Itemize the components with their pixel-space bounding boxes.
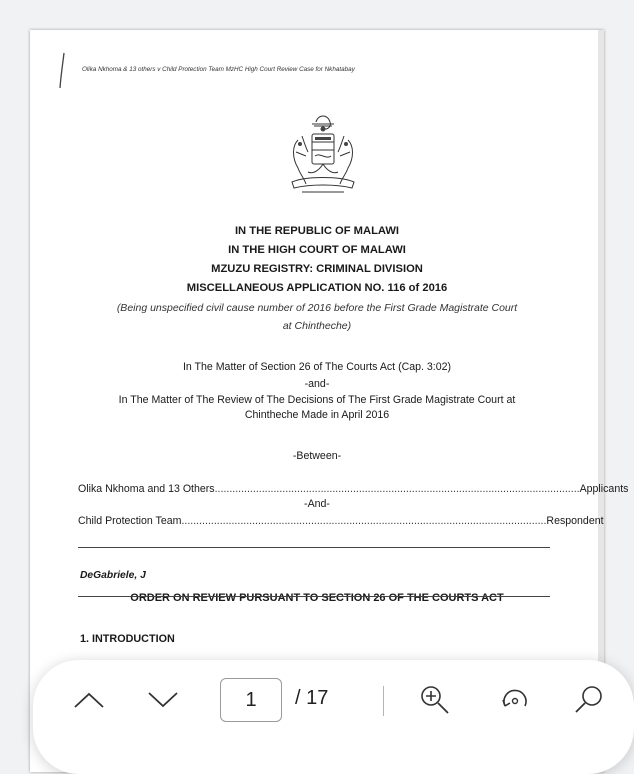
between-separator: -Between- — [292, 450, 342, 462]
divider-bottom — [78, 596, 550, 597]
chevron-up-icon — [72, 690, 106, 710]
title-registry: MZUZU REGISTRY: CRIMINAL DIVISION — [211, 263, 423, 275]
applicant-role: Applicants — [579, 483, 629, 495]
rotate-button[interactable] — [495, 680, 535, 720]
search-icon — [573, 684, 605, 716]
subtitle-line1: (Being unspecified civil cause number of 2016 before the First Grade Magistrate Court — [116, 302, 518, 314]
judge-name: DeGabriele, J — [80, 570, 146, 581]
divider-top — [78, 547, 550, 548]
viewer-toolbar — [33, 660, 634, 774]
previous-page-button[interactable] — [69, 680, 109, 720]
leader-dots: ............................................................................................................................ — [214, 483, 580, 495]
respondent-line — [78, 515, 604, 527]
applicant-line — [78, 483, 629, 495]
toolbar-separator — [383, 686, 384, 716]
search-button[interactable] — [569, 680, 609, 720]
matter-review-line2: Chintheche Made in April 2016 — [244, 409, 390, 421]
matter-review-line1: In The Matter of The Review of The Decisions of The First Grade Magistrate Court at — [118, 394, 516, 406]
and-separator: -and- — [304, 378, 330, 390]
title-application: MISCELLANEOUS APPLICATION NO. 116 of 2016 — [186, 282, 448, 294]
applicant-name: Olika Nkhoma and 13 Others — [78, 483, 215, 495]
page-number-input[interactable]: 1 — [220, 678, 282, 722]
order-title: ORDER ON REVIEW PURSUANT TO SECTION 26 OF THE COURTS ACT — [130, 592, 504, 604]
title-republic: IN THE REPUBLIC OF MALAWI — [234, 225, 400, 237]
title-high-court: IN THE HIGH COURT OF MALAWI — [228, 244, 406, 256]
matter-courts-act: In The Matter of Section 26 of The Courts Act (Cap. 3:02) — [182, 361, 452, 373]
next-page-button[interactable] — [143, 680, 183, 720]
section-heading: 1. INTRODUCTION — [80, 633, 175, 645]
chevron-down-icon — [146, 690, 180, 710]
document-header: Olika Nkhoma & 13 others v Child Protection Team MzHC High Court Review Case for Nkhatabay — [82, 66, 355, 73]
coat-of-arms-icon — [282, 112, 364, 196]
zoom-in-icon — [419, 684, 451, 716]
total-pages: / 17 — [295, 687, 329, 709]
subtitle-line2: at Chintheche) — [282, 320, 352, 332]
rotate-icon — [499, 684, 531, 716]
pen-mark — [58, 52, 66, 90]
zoom-in-button[interactable] — [415, 680, 455, 720]
and-separator-2: -And- — [304, 498, 330, 510]
respondent-role: Respondent — [546, 515, 604, 527]
leader-dots: ............................................................................................................................ — [181, 515, 547, 527]
respondent-name: Child Protection Team — [78, 515, 182, 527]
